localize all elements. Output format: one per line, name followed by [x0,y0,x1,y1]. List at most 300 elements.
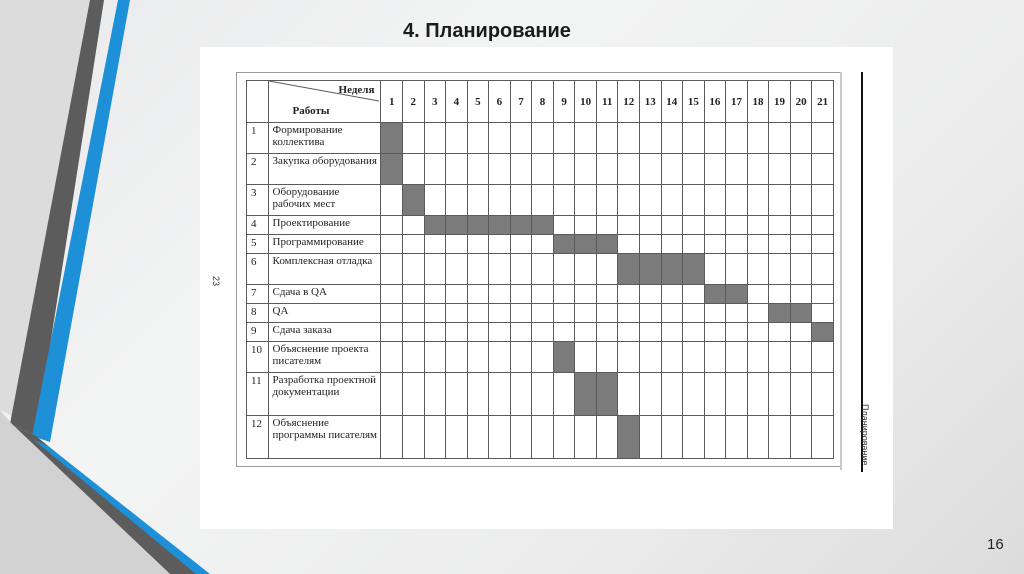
week-cell [489,373,511,416]
week-cell [639,304,661,323]
week-cell [424,285,446,304]
week-cell [489,323,511,342]
header-corner-cell [268,81,381,123]
week-cell [704,373,726,416]
gantt-bar-cell [553,235,575,254]
task-name: Объяснение проекта писателям [268,342,381,373]
week-cell [596,185,618,216]
task-name: Программирование [268,235,381,254]
task-name: Закупка оборудования [268,154,381,185]
week-header-1: 1 [381,81,403,123]
week-cell [510,373,532,416]
week-cell [769,373,791,416]
week-cell [683,285,705,304]
week-cell [683,185,705,216]
task-number: 1 [247,123,269,154]
week-cell [747,123,769,154]
week-cell [402,123,424,154]
week-cell [489,185,511,216]
week-cell [402,323,424,342]
gantt-bar-cell [812,323,834,342]
week-cell [618,185,640,216]
task-number: 5 [247,235,269,254]
week-cell [510,416,532,459]
week-cell [790,323,812,342]
week-cell [575,154,597,185]
week-cell [553,323,575,342]
week-cell [553,216,575,235]
week-cell [575,216,597,235]
week-cell [510,185,532,216]
week-cell [553,123,575,154]
week-cell [489,254,511,285]
week-cell [424,254,446,285]
gantt-bar-cell [381,154,403,185]
week-cell [402,254,424,285]
week-cell [467,185,489,216]
week-cell [424,373,446,416]
week-cell [446,285,468,304]
week-cell [510,304,532,323]
week-cell [446,154,468,185]
week-cell [510,154,532,185]
week-cell [532,154,554,185]
task-number: 2 [247,154,269,185]
week-cell [812,373,834,416]
week-cell [769,216,791,235]
week-header-19: 19 [769,81,791,123]
week-cell [790,416,812,459]
week-header-16: 16 [704,81,726,123]
week-cell [532,123,554,154]
task-number: 10 [247,342,269,373]
week-cell [489,285,511,304]
task-row [247,154,834,185]
week-cell [747,216,769,235]
week-cell [424,323,446,342]
week-cell [510,285,532,304]
week-cell [402,154,424,185]
week-cell [467,416,489,459]
week-cell [639,416,661,459]
week-cell [747,304,769,323]
week-cell [381,285,403,304]
week-cell [769,185,791,216]
week-cell [446,123,468,154]
task-number: 9 [247,323,269,342]
gantt-table [246,80,834,459]
week-cell [661,323,683,342]
week-cell [381,185,403,216]
week-cell [790,373,812,416]
task-number: 8 [247,304,269,323]
week-cell [467,342,489,373]
week-cell [532,185,554,216]
week-cell [596,123,618,154]
week-cell [424,123,446,154]
task-row [247,235,834,254]
week-cell [704,254,726,285]
week-cell [402,216,424,235]
week-cell [575,285,597,304]
task-row [247,285,834,304]
week-header-6: 6 [489,81,511,123]
week-cell [726,323,748,342]
gantt-bar-cell [446,216,468,235]
week-cell [726,304,748,323]
week-cell [747,254,769,285]
week-cell [639,235,661,254]
week-cell [467,304,489,323]
gantt-bar-cell [424,216,446,235]
slide-title: 4. Планирование [403,20,571,42]
week-cell [790,185,812,216]
week-header-21: 21 [812,81,834,123]
week-cell [726,342,748,373]
week-cell [769,235,791,254]
task-number: 7 [247,285,269,304]
week-cell [704,342,726,373]
week-header-14: 14 [661,81,683,123]
week-cell [726,373,748,416]
week-cell [661,154,683,185]
week-cell [424,342,446,373]
gantt-bar-cell [618,416,640,459]
week-cell [704,123,726,154]
header-num-cell [247,81,269,123]
week-cell [812,285,834,304]
week-cell [381,342,403,373]
week-cell [381,254,403,285]
week-header-12: 12 [618,81,640,123]
week-cell [812,416,834,459]
week-cell [790,235,812,254]
week-cell [769,416,791,459]
week-cell [704,185,726,216]
week-cell [402,416,424,459]
week-cell [532,342,554,373]
week-cell [446,416,468,459]
task-row [247,123,834,154]
week-cell [683,123,705,154]
week-cell [446,304,468,323]
week-cell [510,254,532,285]
week-cell [790,216,812,235]
week-cell [575,185,597,216]
week-cell [747,373,769,416]
task-name: Комплексная отладка [268,254,381,285]
header-week-label: Неделя [338,84,375,96]
week-cell [726,235,748,254]
week-cell [661,216,683,235]
week-cell [532,373,554,416]
week-cell [424,185,446,216]
week-cell [769,285,791,304]
week-header-2: 2 [402,81,424,123]
week-cell [769,154,791,185]
week-cell [747,235,769,254]
week-cell [683,154,705,185]
week-cell [596,254,618,285]
gantt-bar-cell [596,373,618,416]
gantt-bar-cell [769,304,791,323]
task-number: 12 [247,416,269,459]
week-cell [381,373,403,416]
week-cell [769,342,791,373]
task-row [247,416,834,459]
week-header-18: 18 [747,81,769,123]
week-cell [726,416,748,459]
week-cell [704,216,726,235]
side-label-left: 23 [211,276,221,287]
task-name: Сдача в QA [268,285,381,304]
week-header-3: 3 [424,81,446,123]
week-cell [446,235,468,254]
week-header-20: 20 [790,81,812,123]
week-cell [726,123,748,154]
gantt-bar-cell [467,216,489,235]
week-cell [769,123,791,154]
week-cell [446,342,468,373]
week-cell [553,416,575,459]
week-cell [510,123,532,154]
gantt-bar-cell [596,235,618,254]
week-cell [596,285,618,304]
week-cell [639,373,661,416]
week-cell [747,416,769,459]
week-cell [424,304,446,323]
week-cell [510,342,532,373]
week-cell [596,216,618,235]
week-cell [446,323,468,342]
week-cell [467,285,489,304]
week-cell [639,342,661,373]
week-cell [575,123,597,154]
week-cell [726,216,748,235]
week-cell [661,185,683,216]
week-cell [489,342,511,373]
week-header-9: 9 [553,81,575,123]
week-cell [424,154,446,185]
week-cell [747,323,769,342]
week-cell [489,416,511,459]
week-cell [596,416,618,459]
week-header-8: 8 [532,81,554,123]
week-cell [812,342,834,373]
week-cell [618,123,640,154]
gantt-bar-cell [575,235,597,254]
week-cell [726,254,748,285]
task-row [247,323,834,342]
header-tasks-label: Работы [292,105,330,117]
week-cell [661,416,683,459]
week-cell [575,342,597,373]
week-header-17: 17 [726,81,748,123]
task-row [247,216,834,235]
task-number: 6 [247,254,269,285]
week-cell [618,323,640,342]
task-row [247,185,834,216]
week-cell [532,304,554,323]
week-cell [596,304,618,323]
week-cell [402,373,424,416]
week-cell [575,304,597,323]
task-name: Формирование коллектива [268,123,381,154]
week-cell [510,235,532,254]
week-cell [553,304,575,323]
gantt-bar-cell [532,216,554,235]
week-header-13: 13 [639,81,661,123]
week-cell [618,216,640,235]
gantt-bar-cell [489,216,511,235]
week-cell [661,235,683,254]
week-cell [661,285,683,304]
week-cell [639,323,661,342]
week-cell [467,123,489,154]
week-cell [424,235,446,254]
week-cell [704,235,726,254]
week-cell [812,304,834,323]
slide-decoration [0,0,220,574]
week-cell [661,373,683,416]
week-cell [747,185,769,216]
gantt-bar-cell [553,342,575,373]
week-cell [575,416,597,459]
task-name: Проектирование [268,216,381,235]
week-cell [532,254,554,285]
week-cell [446,254,468,285]
task-number: 11 [247,373,269,416]
week-cell [812,154,834,185]
week-cell [812,254,834,285]
task-row [247,304,834,323]
week-cell [489,123,511,154]
week-cell [726,154,748,185]
gantt-bar-cell [661,254,683,285]
task-name: QA [268,304,381,323]
week-cell [704,416,726,459]
week-cell [683,304,705,323]
gantt-bar-cell [510,216,532,235]
week-cell [683,323,705,342]
week-cell [532,235,554,254]
week-cell [381,304,403,323]
task-row [247,342,834,373]
week-cell [639,216,661,235]
week-cell [489,154,511,185]
week-header-7: 7 [510,81,532,123]
week-cell [683,416,705,459]
week-cell [553,154,575,185]
task-number: 4 [247,216,269,235]
week-cell [769,254,791,285]
week-cell [661,123,683,154]
week-cell [424,416,446,459]
task-name: Разработка проектной документации [268,373,381,416]
week-cell [639,123,661,154]
task-row [247,373,834,416]
week-cell [618,285,640,304]
week-cell [402,304,424,323]
week-cell [446,185,468,216]
week-cell [381,216,403,235]
week-cell [639,185,661,216]
week-header-10: 10 [575,81,597,123]
week-cell [532,323,554,342]
week-cell [683,342,705,373]
frame-shadow [840,72,842,470]
week-cell [532,285,554,304]
week-cell [812,185,834,216]
gantt-bar-cell [683,254,705,285]
gantt-bar-cell [575,373,597,416]
task-name: Сдача заказа [268,323,381,342]
week-cell [790,285,812,304]
gantt-bar-cell [704,285,726,304]
week-cell [467,154,489,185]
task-name: Оборудование рабочих мест [268,185,381,216]
task-number: 3 [247,185,269,216]
week-cell [596,154,618,185]
week-cell [553,373,575,416]
week-cell [618,235,640,254]
week-cell [726,185,748,216]
week-header-4: 4 [446,81,468,123]
gantt-bar-cell [381,123,403,154]
task-name: Объяснение программы писателям [268,416,381,459]
week-cell [510,323,532,342]
week-cell [489,304,511,323]
week-cell [747,285,769,304]
week-cell [618,304,640,323]
week-cell [704,154,726,185]
week-cell [683,235,705,254]
week-cell [402,342,424,373]
week-cell [467,373,489,416]
side-label-right: Планирование [860,404,870,466]
week-cell [446,373,468,416]
week-cell [402,285,424,304]
week-cell [381,323,403,342]
week-cell [704,323,726,342]
week-cell [812,123,834,154]
week-cell [683,216,705,235]
week-cell [812,216,834,235]
week-cell [747,342,769,373]
week-header-11: 11 [596,81,618,123]
week-cell [769,323,791,342]
week-cell [467,323,489,342]
week-cell [596,323,618,342]
gantt-bar-cell [726,285,748,304]
gantt-bar-cell [639,254,661,285]
week-cell [402,235,424,254]
week-cell [790,342,812,373]
week-cell [812,235,834,254]
week-cell [661,304,683,323]
task-row [247,254,834,285]
week-cell [489,235,511,254]
week-cell [575,323,597,342]
gantt-bar-cell [618,254,640,285]
week-cell [381,416,403,459]
week-header-15: 15 [683,81,705,123]
week-cell [639,154,661,185]
week-cell [596,342,618,373]
gantt-bar-cell [790,304,812,323]
week-cell [553,185,575,216]
week-cell [618,342,640,373]
